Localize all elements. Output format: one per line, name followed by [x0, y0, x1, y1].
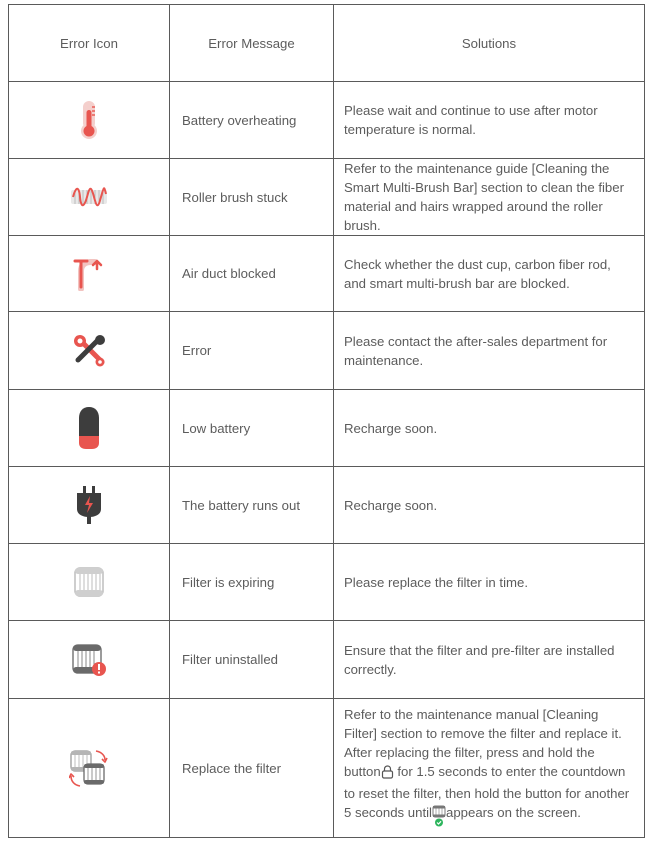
table-row	[9, 699, 645, 838]
table-row	[9, 312, 645, 390]
table-row	[9, 467, 645, 544]
error-message: Replace the filter	[170, 699, 334, 838]
header-row	[9, 5, 645, 82]
header-error-message: Error Message	[170, 5, 334, 82]
lock-icon	[381, 765, 394, 784]
replace-filter-icon	[69, 748, 109, 788]
error-message: Low battery	[170, 390, 334, 467]
solution-text: Recharge soon.	[334, 390, 645, 467]
error-message: Roller brush stuck	[170, 159, 334, 236]
error-message: Filter is expiring	[170, 544, 334, 621]
solution-text	[334, 699, 645, 838]
table-row	[9, 621, 645, 699]
solution-text: Recharge soon.	[334, 467, 645, 544]
solution-text-part-1: Refer to the maintenance manual [Cleaning Filter] section to remove the filter and replace it. After replacing the filter, press and hold the button	[344, 706, 622, 779]
solution-text: Please wait and continue to use after motor temperature is normal.	[334, 82, 645, 159]
air-duct-icon	[73, 257, 105, 291]
error-message: Battery overheating	[170, 82, 334, 159]
solution-text: Ensure that the filter and pre-filter are installed correctly.	[334, 621, 645, 699]
error-message: The battery runs out	[170, 467, 334, 544]
filter-icon	[73, 566, 105, 598]
table-row	[9, 82, 645, 159]
solution-text-part-3: appears on the screen.	[445, 804, 581, 820]
solution-text: Please contact the after-sales department for maintenance.	[334, 312, 645, 390]
table-row	[9, 159, 645, 236]
table-row	[9, 544, 645, 621]
error-message: Filter uninstalled	[170, 621, 334, 699]
filter-ok-icon	[432, 805, 446, 832]
solution-text: Please replace the filter in time.	[334, 544, 645, 621]
roller-brush-icon	[69, 184, 109, 210]
error-table	[8, 4, 645, 838]
table-row	[9, 236, 645, 312]
solution-text: Check whether the dust cup, carbon fiber rod, and smart multi-brush bar are blocked.	[334, 236, 645, 312]
solution-text: Refer to the maintenance guide [Cleaning the Smart Multi-Brush Bar] section to clean the fiber material and hairs wrapped around the roller brush.	[334, 159, 645, 236]
filter-warning-icon	[71, 643, 107, 677]
low-battery-icon	[78, 406, 100, 450]
tools-icon	[72, 334, 106, 368]
solution-text-part-2: for 1.5 seconds to enter the countdown to reset the filter, then hold the button for another 5 seconds until	[344, 763, 630, 820]
header-solutions: Solutions	[334, 5, 645, 82]
plug-icon	[76, 485, 102, 525]
error-message: Error	[170, 312, 334, 390]
thermometer-icon	[79, 100, 99, 140]
header-error-icon: Error Icon	[9, 5, 170, 82]
table-row	[9, 390, 645, 467]
error-message: Air duct blocked	[170, 236, 334, 312]
